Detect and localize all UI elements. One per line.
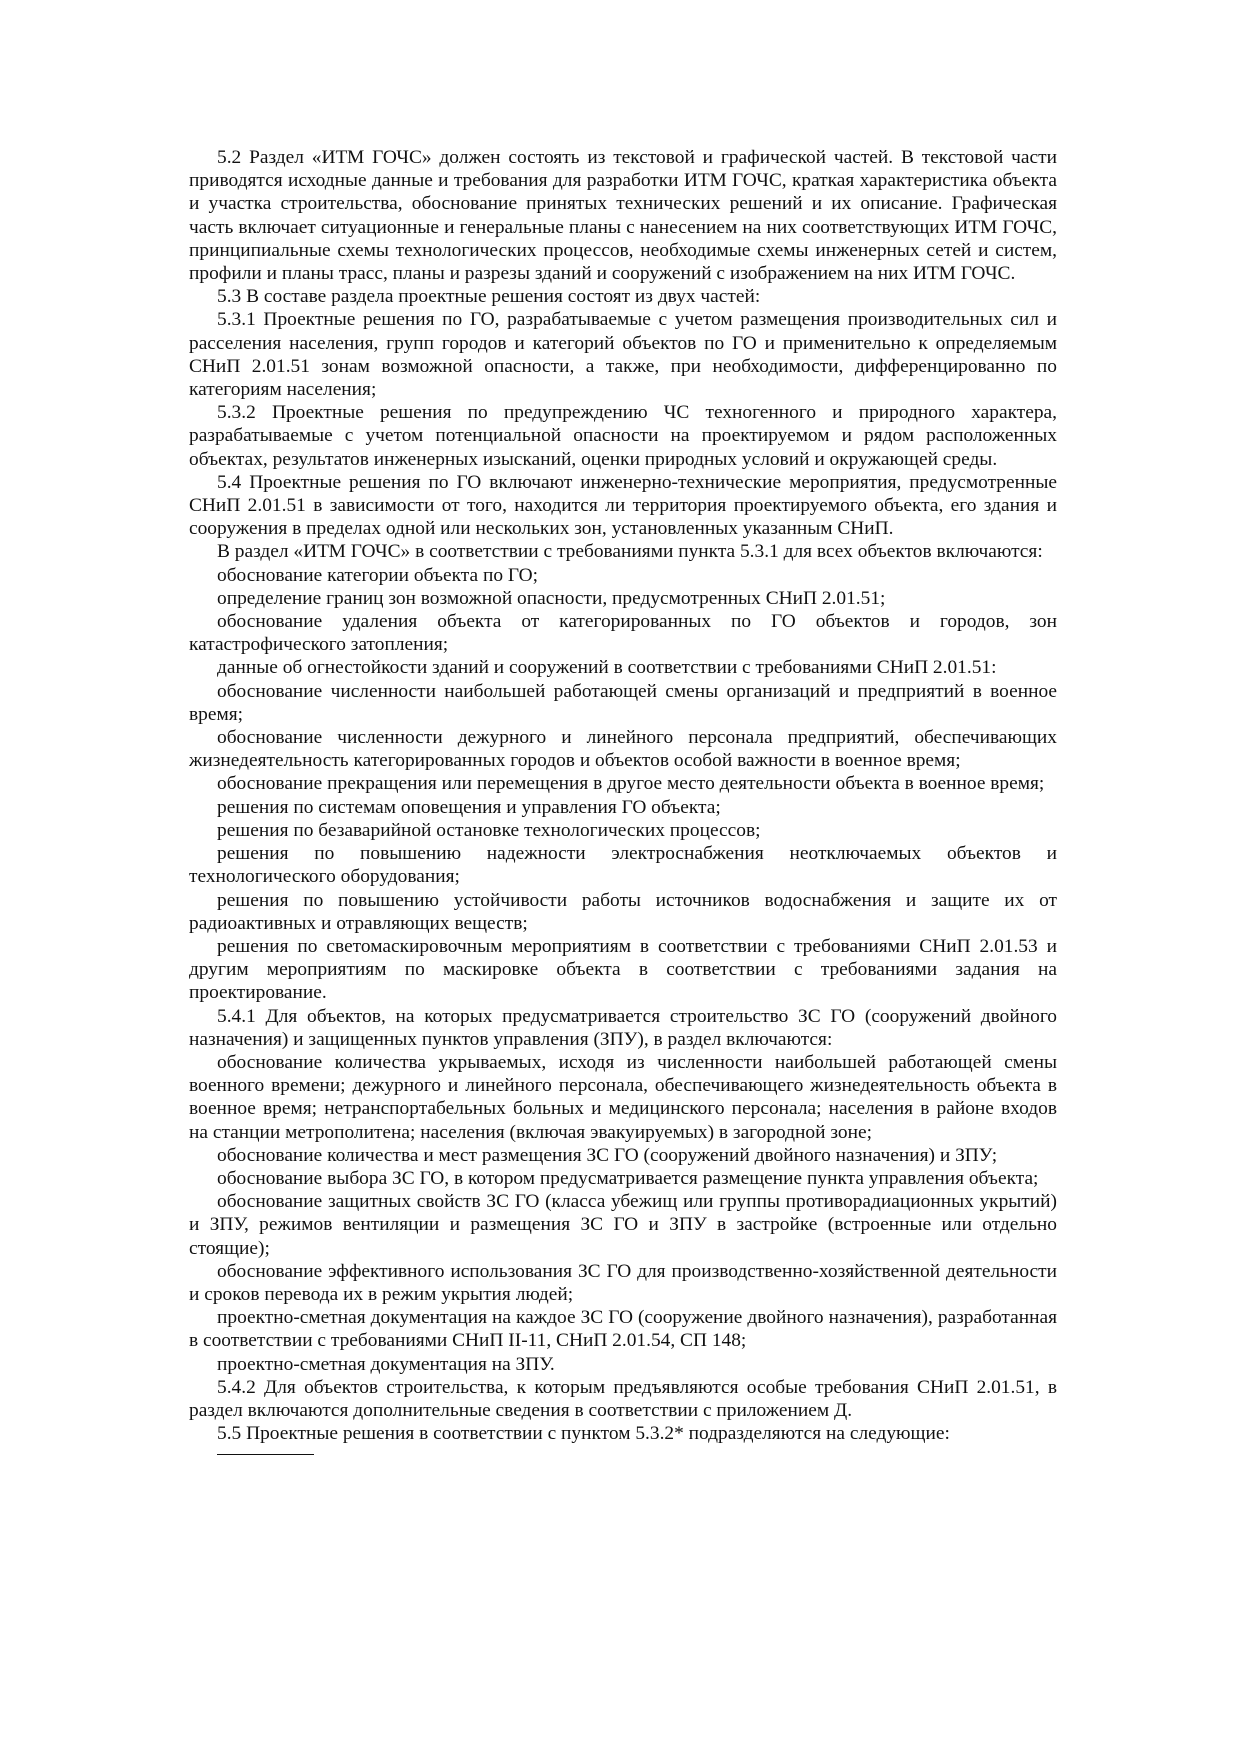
list-item: решения по повышению устойчивости работы источников водоснабжения и защите их от радиоактивных и отравляющих веществ;	[189, 889, 1057, 934]
list-item: решения по светомаскировочным мероприятиям в соответствии с требованиями СНиП 2.01.53 и другим мероприятиям по маскировке объекта в соответствии с требованиями задания на проектирование.	[189, 935, 1057, 1004]
list-item: обоснование количества укрываемых, исходя из численности наибольшей работающей смены военного времени; дежурного и линейного персонала, обеспечивающего жизнедеятельность объекта в военное время; нетранспортабельных больных и медицинского персонала; населения в районе входов на станции метрополитена; населения (включая эвакуируемых) в загородной зоне;	[189, 1051, 1057, 1143]
list-item: обоснование прекращения или перемещения в другое место деятельности объекта в военное время;	[217, 773, 1045, 795]
paragraph-itm-intro: В раздел «ИТМ ГОЧС» в соответствии с требованиями пункта 5.3.1 для всех объектов включаются:	[217, 541, 1043, 563]
paragraph-5-5: 5.5 Проектные решения в соответствии с пунктом 5.3.2* подразделяются на следующие:	[217, 1423, 950, 1445]
list-item: обоснование выбора ЗС ГО, в котором предусматривается размещение пункта управления объекта;	[217, 1167, 1039, 1189]
paragraph-5-4: 5.4 Проектные решения по ГО включают инженерно-технические мероприятия, предусмотренные СНиП 2.01.51 в зависимости от того, находится ли территория проектируемого объекта, его здания и сооружения в пределах одной или нескольких зон, установленных указанным СНиП.	[189, 471, 1057, 540]
list-item: обоснование категории объекта по ГО;	[217, 564, 538, 586]
list-item: решения по системам оповещения и управления ГО объекта;	[217, 796, 721, 818]
list-item: решения по повышению надежности электроснабжения неотключаемых объектов и технологического оборудования;	[189, 843, 1057, 888]
list-item: обоснование эффективного использования ЗС ГО для производственно-хозяйственной деятельности и сроков перевода их в режим укрытия людей;	[189, 1260, 1057, 1305]
list-item: обоснование удаления объекта от категорированных по ГО объектов и городов, зон катастрофического затопления;	[189, 611, 1057, 656]
paragraph-5-2: 5.2 Раздел «ИТМ ГОЧС» должен состоять из текстовой и графической частей. В текстовой части приводятся исходные данные и требования для разработки ИТМ ГОЧС, краткая характеристика объекта и участка строительства, обоснование принятых технических решений и их описание. Графическая часть включает ситуационные и генеральные планы с нанесением на них соответствующих ИТМ ГОЧС, принципиальные схемы технологических процессов, необходимые схемы инженерных сетей и систем, профили и планы трасс, планы и разрезы зданий и сооружений с изображением на них ИТМ ГОЧС.	[189, 147, 1057, 285]
paragraph-5-4-1: 5.4.1 Для объектов, на которых предусматривается строительство ЗС ГО (сооружений двойного назначения) и защищенных пунктов управления (ЗПУ), в раздел включаются:	[189, 1005, 1057, 1050]
list-item: обоснование численности наибольшей работающей смены организаций и предприятий в военное время;	[189, 680, 1057, 725]
footnote-separator	[217, 1454, 314, 1455]
list-item: определение границ зон возможной опасности, предусмотренных СНиП 2.01.51;	[217, 587, 886, 609]
list-item: обоснование количества и мест размещения ЗС ГО (сооружений двойного назначения) и ЗПУ;	[217, 1144, 998, 1166]
list-item: решения по безаварийной остановке технологических процессов;	[217, 819, 761, 841]
list-item: обоснование численности дежурного и линейного персонала предприятий, обеспечивающих жизнедеятельность категорированных городов и объектов особой важности в военное время;	[189, 727, 1057, 772]
paragraph-5-3-1: 5.3.1 Проектные решения по ГО, разрабатываемые с учетом размещения производительных сил и расселения населения, групп городов и категорий объектов по ГО и применительно к определяемым СНиП 2.01.51 зонам возможной опасности, а также, при необходимости, дифференцированно по категориям населения;	[189, 309, 1057, 401]
paragraph-5-3: 5.3 В составе раздела проектные решения состоят из двух частей:	[217, 286, 761, 308]
list-item: обоснование защитных свойств ЗС ГО (класса убежищ или группы противорадиационных укрытий) и ЗПУ, режимов вентиляции и размещения ЗС ГО и ЗПУ в застройке (встроенные или отдельно стоящие);	[189, 1191, 1057, 1259]
paragraph-5-3-2: 5.3.2 Проектные решения по предупреждению ЧС техногенного и природного характера, разрабатываемые с учетом потенциальной опасности на проектируемом и рядом расположенных объектах, результатов инженерных изысканий, оценки природных условий и окружающей среды.	[189, 402, 1057, 470]
document-page	[189, 146, 1057, 1455]
list-item: проектно-сметная документация на каждое ЗС ГО (сооружение двойного назначения), разработанная в соответствии с требованиями СНиП II-11, СНиП 2.01.54, СП 148;	[189, 1307, 1057, 1352]
paragraph-5-4-2: 5.4.2 Для объектов строительства, к которым предъявляются особые требования СНиП 2.01.51, в раздел включаются дополнительные сведения в соответствии с приложением Д.	[189, 1376, 1057, 1421]
list-item: данные об огнестойкости зданий и сооружений в соответствии с требованиями СНиП 2.01.51:	[217, 657, 997, 679]
list-item: проектно-сметная документация на ЗПУ.	[217, 1353, 555, 1375]
